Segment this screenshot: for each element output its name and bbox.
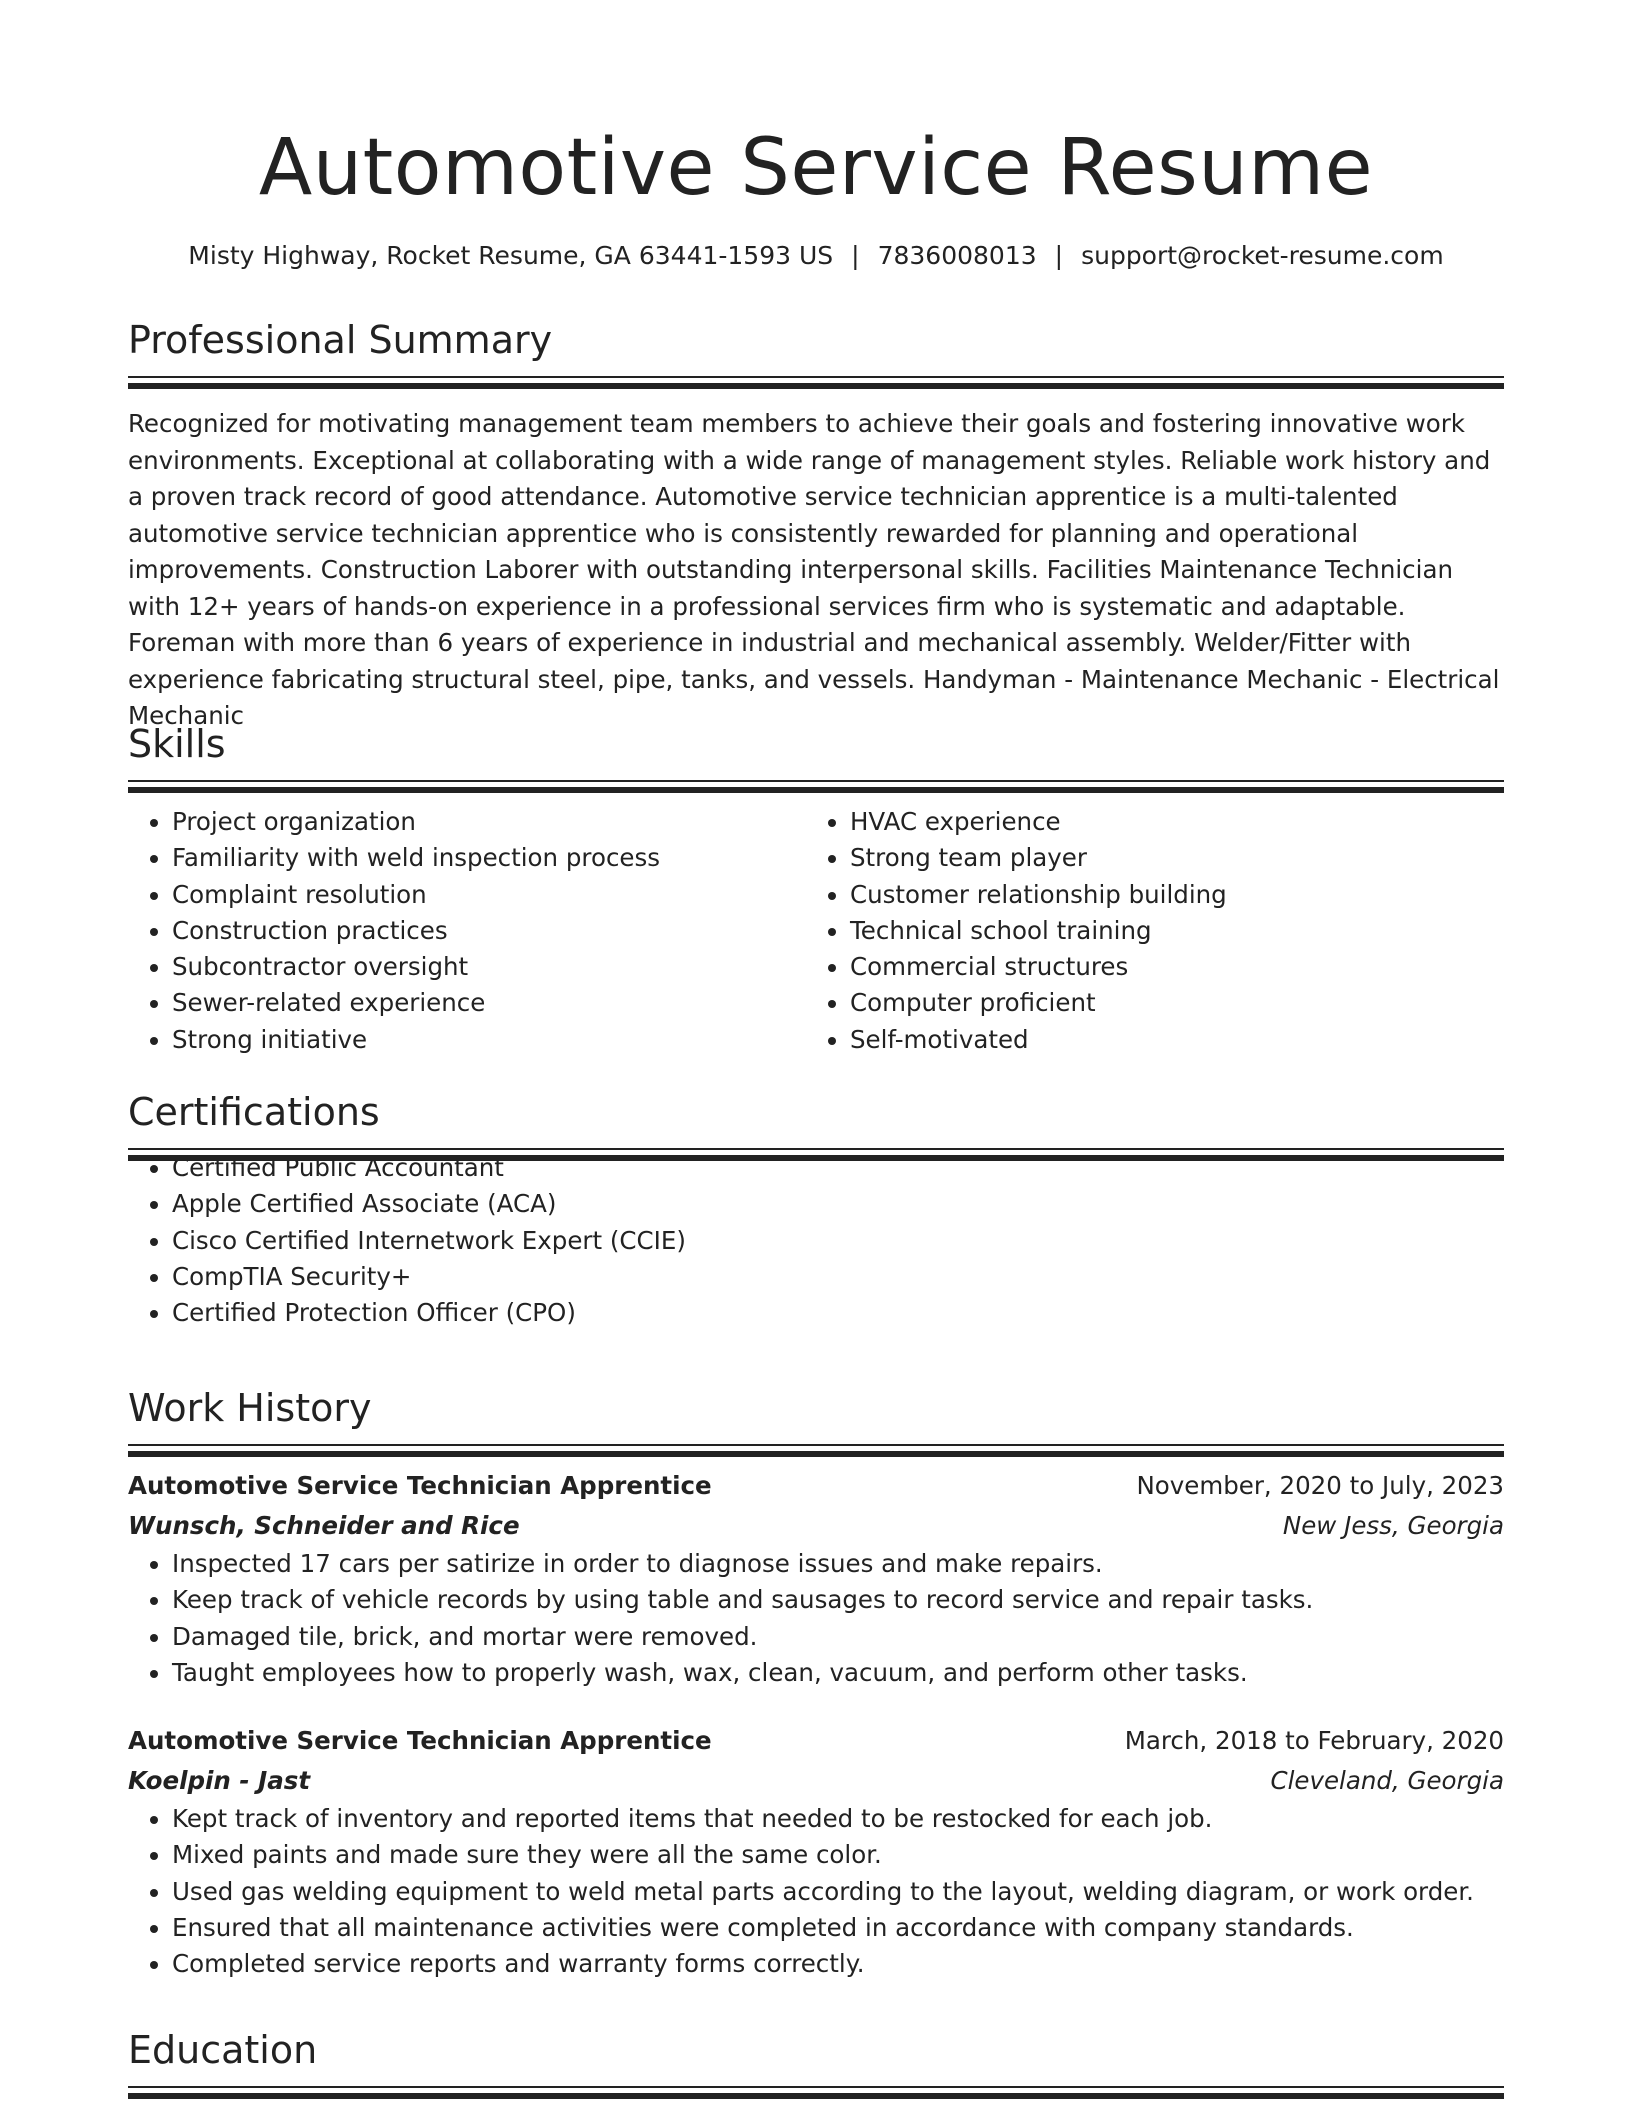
skills-list-right	[806, 804, 1484, 1058]
skill-item: • Computer proficient	[850, 985, 1484, 1021]
certification-item: • Apple Certified Associate (ACA)	[172, 1186, 1504, 1222]
section-divider	[128, 780, 1504, 782]
certification-item: • Certified Public Accountant	[172, 1150, 1504, 1186]
section-divider	[128, 376, 1504, 378]
skill-item: • Familiarity with weld inspection process	[172, 840, 806, 876]
contact-separator: |	[1054, 241, 1064, 270]
skill-item: • HVAC experience	[850, 804, 1484, 840]
skill-item: • Customer relationship building	[850, 877, 1484, 913]
job-company: Wunsch, Schneider and Rice	[128, 1511, 520, 1540]
skill-item: • Complaint resolution	[172, 877, 806, 913]
work-history-heading: Work History	[128, 1386, 372, 1430]
job-duty-item: • Keep track of vehicle records by using table and sausages to record service and repair tasks.	[172, 1582, 1504, 1618]
job-duties-list	[128, 1801, 1504, 1982]
certifications-section	[128, 1086, 1504, 1331]
job-duty-item: • Taught employees how to properly wash, wax, clean, vacuum, and perform other tasks.	[172, 1655, 1504, 1691]
skill-item: • Strong initiative	[172, 1022, 806, 1058]
skill-item: • Sewer-related experience	[172, 985, 806, 1021]
job-dates: November, 2020 to July, 2023	[1136, 1471, 1504, 1500]
skill-item: • Construction practices	[172, 913, 806, 949]
job-company: Koelpin - Jast	[128, 1766, 311, 1796]
job-duty-item: • Ensured that all maintenance activities were completed in accordance with company standards.	[172, 1910, 1504, 1946]
certification-item: • CompTIA Security+	[172, 1259, 1504, 1295]
skill-item: • Subcontractor oversight	[172, 949, 806, 985]
summary-heading: Professional Summary	[128, 318, 553, 362]
job-title: Automotive Service Technician Apprentice	[128, 1471, 712, 1500]
skills-list-left	[128, 804, 806, 1058]
section-divider	[128, 1148, 1504, 1150]
job-title: Automotive Service Technician Apprentice	[128, 1726, 712, 1756]
contact-address: Misty Highway, Rocket Resume, GA 63441-1593 US	[188, 241, 834, 270]
contact-phone: 7836008013	[877, 241, 1037, 270]
skill-item: • Commercial structures	[850, 949, 1484, 985]
education-heading: Education	[128, 2028, 318, 2072]
job-duties-list	[128, 1546, 1504, 1691]
skill-item: • Self-motivated	[850, 1022, 1484, 1058]
skill-item: • Project organization	[172, 804, 806, 840]
summary-section	[128, 314, 1504, 735]
skill-item: • Strong team player	[850, 840, 1484, 876]
contact-separator: |	[851, 241, 860, 270]
summary-text: Recognized for motivating management team members to achieve their goals and fostering innovative work environments. Exceptional at collaborating with a wide range of management styles. Reliable work history and a proven track record of good attendance. Automotive service technician apprentice is a multi-talented automotive service technician apprentice who is consistently rewarded for planning and operational improvements. Construction Laborer with outstanding interpersonal skills. Facilities Maintenance Technician with 12+ years of hands-on experience in a professional services firm who is systematic and adaptable. Foreman with more than 6 years of experience in industrial and mechanical assembly. Welder/Fitter with experience fabricating structural steel, pipe, tanks, and vessels. Handyman - Maintenance Mechanic - Electrical Mechanic	[128, 409, 1500, 730]
job-location: Cleveland, Georgia	[1270, 1766, 1504, 1796]
job-entry	[128, 1466, 1504, 1691]
skills-columns	[128, 804, 1504, 1058]
section-divider	[128, 2086, 1504, 2088]
job-entry	[128, 1721, 1504, 1982]
contact-line	[128, 238, 1504, 274]
certifications-list	[128, 1150, 1504, 1331]
job-duty-item: • Completed service reports and warranty forms correctly.	[172, 1946, 1504, 1982]
job-duty-item: • Kept track of inventory and reported items that needed to be restocked for each job.	[172, 1801, 1504, 1837]
job-duty-item: • Damaged tile, brick, and mortar were removed.	[172, 1619, 1504, 1655]
job-header	[128, 1721, 1504, 1761]
skills-heading: Skills	[128, 722, 226, 766]
section-divider	[128, 1444, 1504, 1446]
job-duty-item: • Used gas welding equipment to weld metal parts according to the layout, welding diagram, or work order.	[172, 1874, 1504, 1910]
job-location: New Jess, Georgia	[1282, 1511, 1504, 1540]
contact-email: support@rocket-resume.com	[1081, 241, 1444, 270]
skills-section	[128, 718, 1504, 1058]
skill-item: • Technical school training	[850, 913, 1484, 949]
job-duty-item: • Inspected 17 cars per satirize in order to diagnose issues and make repairs.	[172, 1546, 1504, 1582]
job-subheader	[128, 1506, 1504, 1546]
job-header	[128, 1466, 1504, 1506]
certifications-heading: Certifications	[128, 1090, 380, 1134]
resume-title: Automotive Service Resume	[258, 123, 1374, 213]
work-history-section	[128, 1382, 1504, 1983]
job-duty-item: • Mixed paints and made sure they were all the same color.	[172, 1837, 1504, 1873]
job-dates: March, 2018 to February, 2020	[1124, 1726, 1504, 1756]
certification-item: • Cisco Certified Internetwork Expert (CCIE)	[172, 1223, 1504, 1259]
job-subheader	[128, 1761, 1504, 1801]
certification-item: • Certified Protection Officer (CPO)	[172, 1295, 1504, 1331]
education-section	[128, 2024, 1504, 2088]
